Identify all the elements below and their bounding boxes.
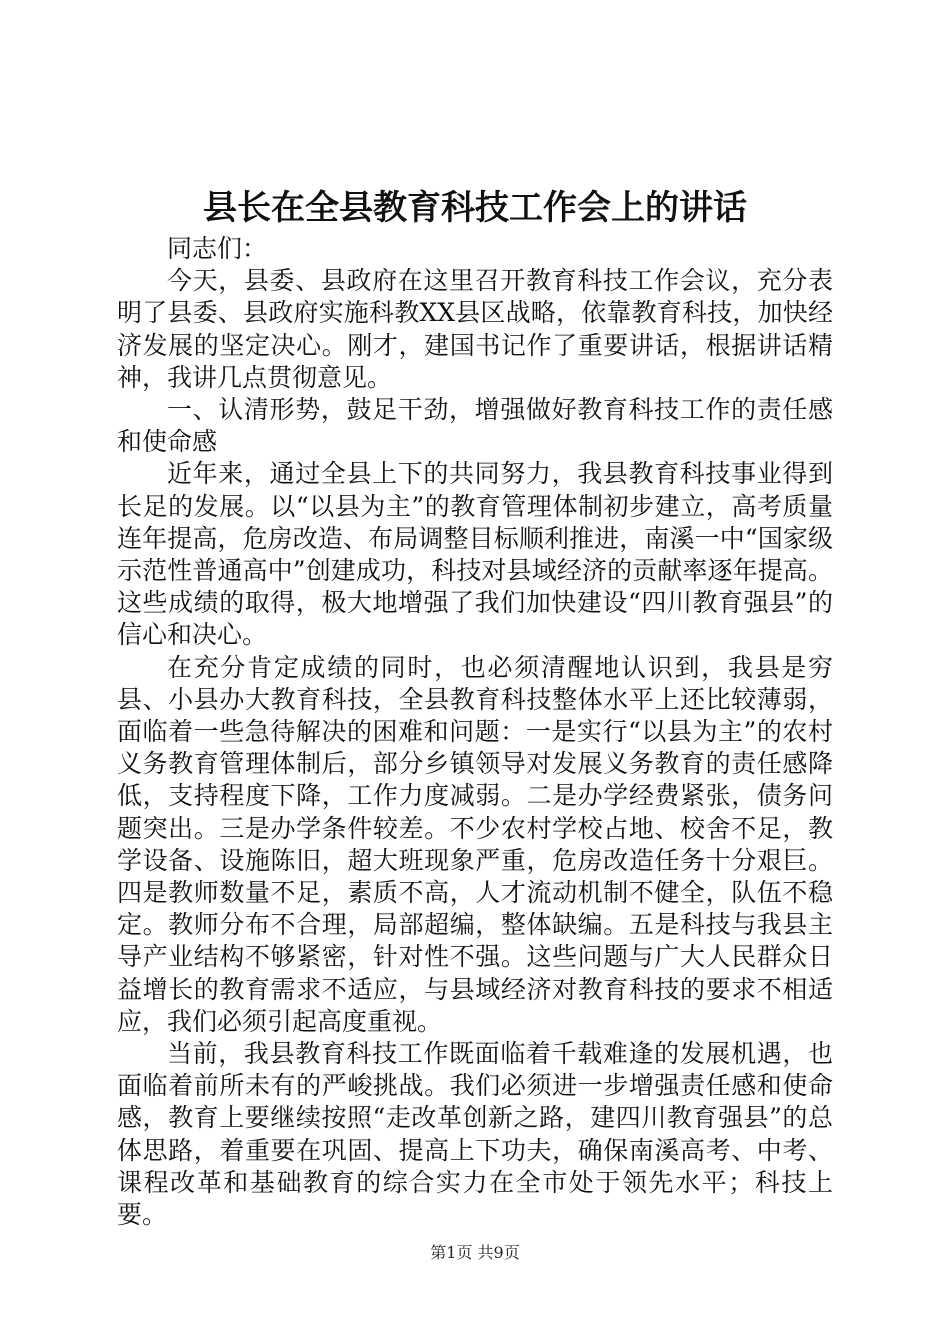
salutation-paragraph: 同志们： — [167, 234, 268, 263]
document-body — [117, 233, 833, 1231]
intro-paragraph: 今天，县委、县政府在这里召开教育科技工作会议，充分表明了县委、县政府实施科教XX县区战略，依靠教育科技，加快经济发展的坚定决心。刚才，建国书记作了重要讲话，根据讲话精神，我讲几点贯彻意见。 — [117, 266, 833, 392]
section-heading: 一、认清形势，鼓足干劲，增强做好教育科技工作的责任感和使命感 — [117, 395, 833, 457]
outlook-paragraph: 当前，我县教育科技工作既面临着千载难逢的发展机遇，也面临着前所未有的严峻挑战。我们必须进一步增强责任感和使命感，教育上要继续按照“走改革创新之路，建四川教育强县”的总体思路，着重要在巩固、提高上下功夫，确保南溪高考、中考、课程改革和基础教育的综合实力在全市处于领先水平；科技上要。 — [117, 1039, 833, 1230]
document-title: 县长在全县教育科技工作会上的讲话 — [203, 188, 747, 228]
achievements-paragraph: 近年来，通过全县上下的共同努力，我县教育科技事业得到长足的发展。以“以县为主”的教育管理体制初步建立，高考质量连年提高，危房改造、布局调整目标顺利推进，南溪一中“国家级示范性普通高中”创建成功，科技对县域经济的贡献率逐年提高。这些成绩的取得，极大地增强了我们加快建设“四川教育强县”的信心和决心。 — [117, 459, 833, 650]
page-number-footer: 第1页 共9页 — [430, 1243, 520, 1262]
problems-paragraph: 在充分肯定成绩的同时，也必须清醒地认识到，我县是穷县、小县办大教育科技，全县教育科技整体水平上还比较薄弱，面临着一些急待解决的困难和问题：一是实行“以县为主”的农村义务教育管理体制后，部分乡镇领导对发展义务教育的责任感降低，支持程度下降，工作力度减弱。二是办学经费紧张，债务问题突出。三是办学条件较差。不少农村学校占地、校舍不足，教学设备、设施陈旧，超大班现象严重，危房改造任务十分艰巨。四是教师数量不足，素质不高，人才流动机制不健全，队伍不稳定。教师分布不合理，局部超编，整体缺编。五是科技与我县主导产业结构不够紧密，针对性不强。这些问题与广大人民群众日益增长的教育需求不适应，与县域经济对教育科技的要求不相适应，我们必须引起高度重视。 — [117, 652, 833, 1036]
